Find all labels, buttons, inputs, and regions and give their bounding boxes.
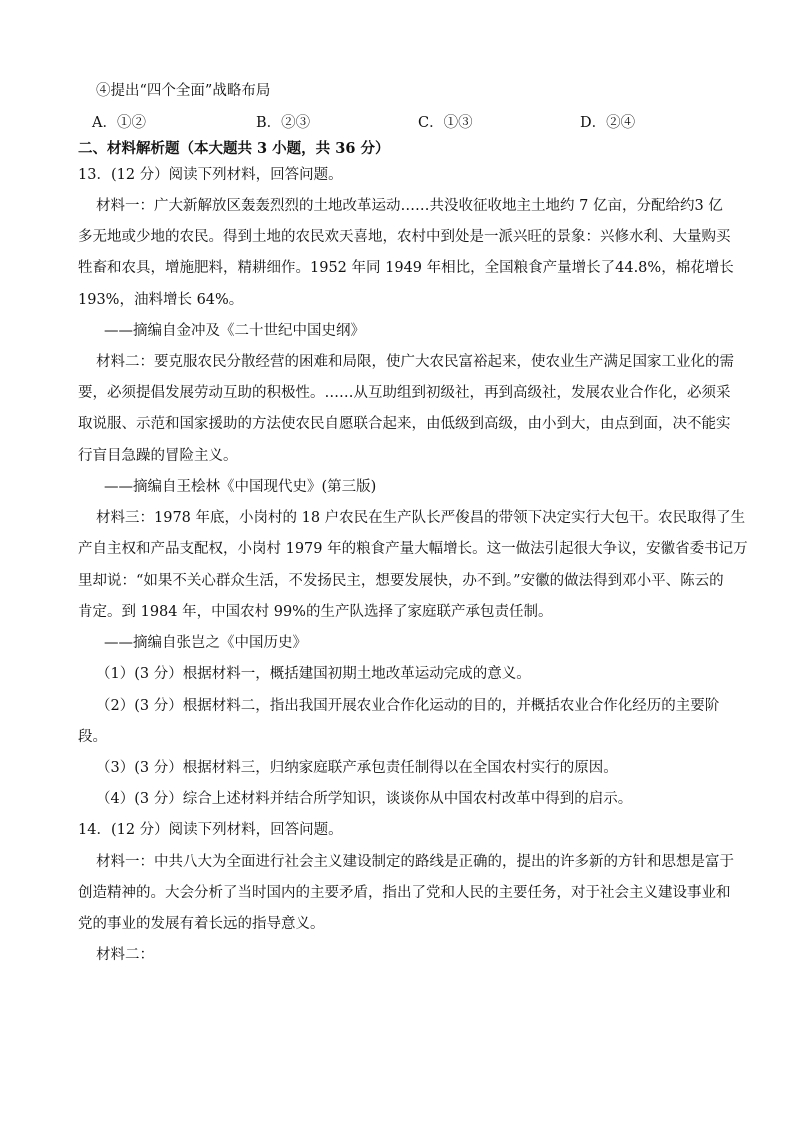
- q13-subquestion-3: （3）(3 分）根据材料三，归纳家庭联产承包责任制得以在全国农村实行的原因。: [96, 760, 618, 776]
- q13-material-3-line-3: 里却说：“如果不关心群众生活，不发扬民主，想要发展快，办不到。”安徽的做法得到邓小平、陈云的: [78, 573, 724, 589]
- q13-subquestion-2-line-1: （2）(3 分）根据材料二，指出我国开展农业合作化运动的目的，并概括农业合作化经历的主要阶: [96, 698, 720, 714]
- q13-subquestion-4: （4）(3 分）综合上述材料并结合所学知识，谈谈你从中国农村改革中得到的启示。: [96, 791, 633, 807]
- q13-material-2-source: ——摘编自王桧林《中国现代史》(第三版): [104, 479, 377, 495]
- q13-material-3-source: ——摘编自张岂之《中国历史》: [104, 635, 307, 651]
- q13-material-1-source: ——摘编自金冲及《二十世纪中国史纲》: [104, 323, 365, 339]
- q13-material-2-line-3: 取说服、示范和国家援助的方法使农民自愿联合起来，由低级到高级，由小到大，由点到面，决不能实: [78, 416, 731, 432]
- option-item-4: ④提出“四个全面”战略布局: [96, 83, 271, 99]
- question-14-stem: 14．(12 分）阅读下列材料，回答问题。: [78, 822, 343, 838]
- section-heading: 二、材料解析题（本大题共 3 小题，共 36 分）: [78, 140, 390, 157]
- q13-subquestion-1: （1）(3 分）根据材料一，概括建国初期土地改革运动完成的意义。: [96, 666, 531, 682]
- q14-material-1-line-1: 材料一：中共八大为全面进行社会主义建设制定的路线是正确的，提出的许多新的方针和思想是富于: [96, 854, 734, 870]
- q13-material-1-line-4: 193%，油料增长 64%。: [78, 292, 244, 308]
- option-c: C．①③: [418, 115, 473, 131]
- q13-material-2-line-4: 行盲目急躁的冒险主义。: [78, 448, 238, 464]
- q13-material-1-line-1: 材料一：广大新解放区轰轰烈烈的土地改革运动……共没收征收地主土地约 7 亿亩，分配给约3 亿: [96, 198, 723, 214]
- option-d: D．②④: [580, 115, 636, 131]
- question-13-stem: 13．(12 分）阅读下列材料，回答问题。: [78, 167, 343, 183]
- q14-material-1-line-2: 创造精神的。大会分析了当时国内的主要矛盾，指出了党和人民的主要任务，对于社会主义建设事业和: [78, 885, 731, 901]
- q13-subquestion-2-line-2: 段。: [78, 729, 107, 745]
- answer-options: [92, 111, 732, 135]
- q13-material-1-line-2: 多无地或少地的农民。得到土地的农民欢天喜地，农村中到处是一派兴旺的景象：兴修水利、大量购买: [78, 229, 731, 245]
- option-a: A．①②: [92, 115, 146, 131]
- q14-material-2-label: 材料二：: [96, 947, 154, 963]
- option-b: B．②③: [256, 115, 311, 131]
- q13-material-3-line-4: 肯定。到 1984 年，中国农村 99%的生产队选择了家庭联产承包责任制。: [78, 604, 553, 620]
- q14-material-1-line-3: 党的事业的发展有着长远的指导意义。: [78, 916, 325, 932]
- q13-material-1-line-3: 牲畜和农具，增施肥料，精耕细作。1952 年同 1949 年相比，全国粮食产量增长了44.8%，棉花增长: [78, 260, 734, 276]
- q13-material-2-line-1: 材料二：要克服农民分散经营的困难和局限，使广大农民富裕起来，使农业生产满足国家工业化的需: [96, 354, 734, 370]
- q13-material-2-line-2: 要，必须提倡发展劳动互助的积极性。……从互助组到初级社，再到高级社，发展农业合作化，必须采: [78, 385, 731, 401]
- q13-material-3-line-2: 产自主权和产品支配权，小岗村 1979 年的粮食产量大幅增长。这一做法引起很大争议，安徽省委书记万: [78, 541, 748, 557]
- q13-material-3-line-1: 材料三：1978 年底，小岗村的 18 户农民在生产队长严俊昌的带领下决定实行大包干。农民取得了生: [96, 510, 746, 526]
